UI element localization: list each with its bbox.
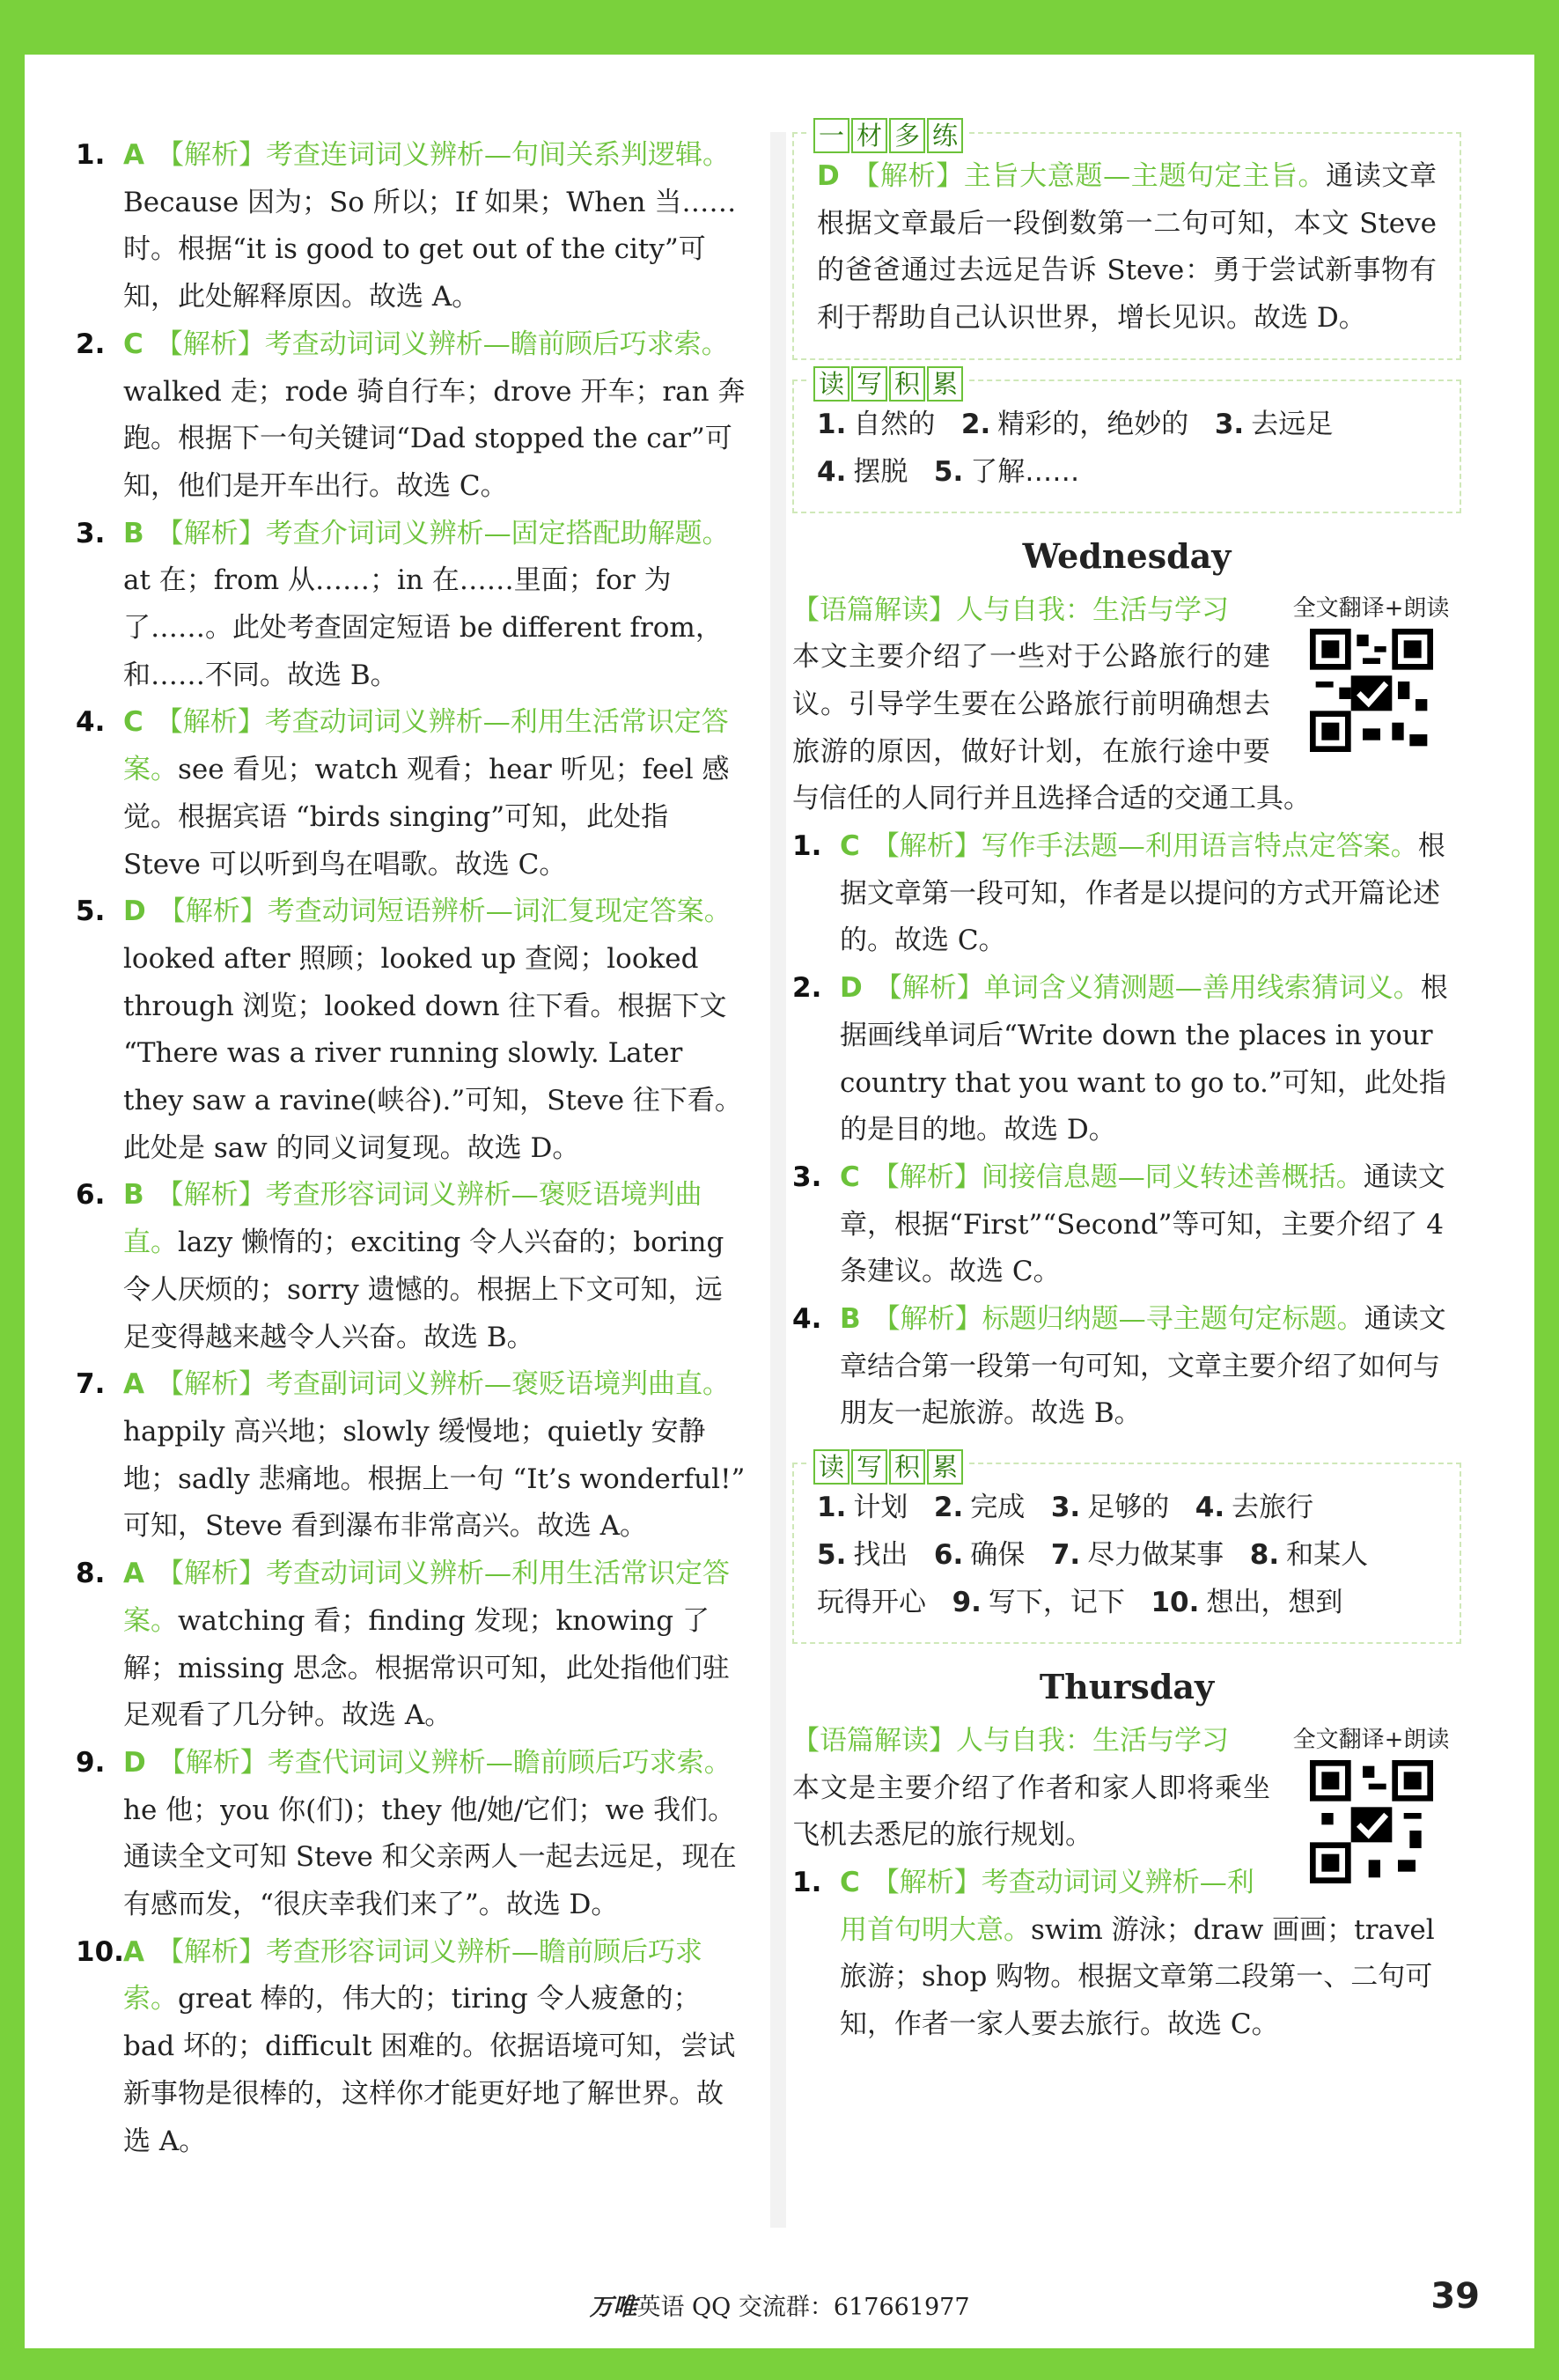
analysis-body: 根据画线单词后“Write down the places in your country that you want to go to.”可知，此处指的是目的地。故选 D。 bbox=[840, 972, 1448, 1146]
bottom-frame-bar bbox=[0, 2348, 1559, 2380]
answer-letter: A bbox=[123, 1935, 144, 1968]
analysis-title: 主旨大意题—主题句定主旨。 bbox=[963, 160, 1327, 192]
passage-intro-text: 本文主要介绍了一些对于公路旅行的建议。引导学生要在公路旅行前明确想去旅游的原因，做好计划，在旅行途中要与信任的人同行并且选择合适的交通工具。 bbox=[792, 641, 1311, 815]
analysis-tag: 【解析】 bbox=[156, 517, 266, 549]
vocab-box-label bbox=[810, 360, 968, 408]
item-number: 5. bbox=[76, 895, 106, 928]
analysis-tag: 【解析】 bbox=[155, 706, 265, 739]
label-char: 读 bbox=[813, 1449, 849, 1485]
answer-letter: A bbox=[123, 1558, 144, 1590]
answer-item bbox=[76, 511, 749, 700]
answer-item bbox=[792, 1860, 1461, 2049]
vocab-line bbox=[817, 1531, 1437, 1579]
passage-intro bbox=[792, 1718, 1461, 1860]
analysis-tag: 【解析】 bbox=[156, 1179, 266, 1212]
left-column bbox=[76, 132, 749, 2165]
analysis-tag: 【解析】 bbox=[158, 895, 268, 928]
vocab-line bbox=[817, 448, 1437, 496]
vocab-number: 4. bbox=[1195, 1492, 1225, 1524]
answer-letter: C bbox=[123, 328, 143, 360]
page-footer bbox=[0, 2288, 1559, 2322]
analysis-title: 单词含义猜测题—善用线索猜词义。 bbox=[983, 972, 1421, 1005]
answer-item bbox=[76, 699, 749, 888]
answer-item bbox=[76, 1361, 749, 1551]
vocab-meaning: 尽力做某事 bbox=[1087, 1539, 1224, 1572]
analysis-body: lazy 懒惰的；exciting 令人兴奋的；boring 令人厌烦的；sorry 遗憾的。根据上下文可知，远足变得越来越令人兴奋。故选 B。 bbox=[123, 1227, 724, 1353]
vocab-line bbox=[817, 1579, 1437, 1626]
vocab-number: 7. bbox=[1050, 1539, 1081, 1572]
analysis-body: Because 因为；So 所以；If 如果；When 当……时。根据“it is good to get out of the city”可知，此处解释原因。故选 A。 bbox=[123, 186, 737, 313]
analysis-title: 写作手法题—利用语言特点定答案。 bbox=[981, 830, 1418, 863]
right-column bbox=[792, 121, 1461, 2049]
passage-intro-heading: 【语篇解读】人与自我：生活与学习 bbox=[792, 1724, 1229, 1757]
analysis-title: 考查连词词义辨析—句间关系判逻辑。 bbox=[266, 139, 730, 171]
answer-letter: D bbox=[817, 160, 840, 192]
vocab-number: 2. bbox=[960, 408, 991, 440]
vocab-number: 1. bbox=[817, 1492, 847, 1524]
answer-item bbox=[792, 1154, 1461, 1296]
vocab-number: 10. bbox=[1151, 1587, 1200, 1619]
vocab-line bbox=[817, 1484, 1437, 1531]
vocab-meaning: 精彩的，绝妙的 bbox=[997, 408, 1189, 440]
analysis-body: at 在；from 从……；in 在……里面；for 为了……。此处考查固定短语 be different from，和……不同。故选 B。 bbox=[123, 564, 723, 691]
analysis-body: 通读文章，根据“First”“Second”等可知，主要介绍了 4 条建议。故选 C。 bbox=[840, 1161, 1445, 1288]
passage-intro bbox=[792, 587, 1461, 824]
answer-letter: D bbox=[840, 972, 863, 1005]
answer-letter: D bbox=[123, 1746, 146, 1779]
answer-item bbox=[792, 1296, 1461, 1438]
item-number: 2. bbox=[792, 972, 822, 1005]
analysis-tag: 【解析】 bbox=[874, 972, 984, 1005]
practice-box bbox=[792, 121, 1461, 360]
item-number: 4. bbox=[792, 1303, 822, 1336]
analysis-body: see 看见；watch 观看；hear 听见；feel 感觉。根据宾语 “birds singing”可知，此处指 Steve 可以听到鸟在唱歌。故选 C。 bbox=[123, 754, 730, 881]
qr-label: 全文翻译+朗读 bbox=[1292, 1726, 1450, 1753]
vocab-number: 1. bbox=[817, 408, 847, 440]
analysis-tag: 【解析】 bbox=[157, 139, 266, 171]
brand-logo: 万唯 bbox=[589, 2294, 637, 2321]
answer-item bbox=[76, 321, 749, 511]
answer-item bbox=[76, 1172, 749, 1361]
vocab-meaning: 足够的 bbox=[1087, 1492, 1170, 1524]
vocab-number: 6. bbox=[933, 1539, 964, 1572]
item-number: 7. bbox=[76, 1368, 106, 1401]
analysis-body: happily 高兴地；slowly 缓慢地；quietly 安静地；sadly 悲痛地。根据上一句 “It’s wonderful!” 可知，Steve 看到瀑布非常高兴。故选 A。 bbox=[123, 1415, 746, 1543]
column-divider bbox=[770, 132, 786, 2228]
answer-letter: C bbox=[840, 830, 860, 863]
qr-label: 全文翻译+朗读 bbox=[1292, 595, 1450, 623]
analysis-tag: 【解析】 bbox=[155, 328, 265, 360]
label-char: 写 bbox=[851, 1449, 887, 1485]
qr-code-icon[interactable] bbox=[1310, 629, 1433, 752]
answer-item bbox=[792, 823, 1461, 965]
analysis-body: swim 游泳；draw 画画；travel 旅游；shop 购物。根据文章第二段第一、二句可知，作者一家人要去旅行。故选 C。 bbox=[840, 1913, 1435, 2041]
answer-letter: B bbox=[840, 1303, 861, 1336]
practice-box-label bbox=[810, 113, 968, 160]
item-number: 4. bbox=[76, 706, 106, 739]
item-number: 8. bbox=[76, 1558, 106, 1590]
answer-letter: C bbox=[840, 1866, 860, 1898]
vocab-number: 8. bbox=[1249, 1539, 1280, 1572]
analysis-title: 考查形容词词义辨析—瞻前顾后巧求索。 bbox=[123, 1935, 702, 2015]
answer-item bbox=[76, 1740, 749, 1929]
label-char: 一 bbox=[813, 118, 849, 153]
analysis-tag: 【解析】 bbox=[871, 1866, 982, 1898]
analysis-title: 考查动词词义辨析—瞻前顾后巧求索。 bbox=[264, 328, 729, 360]
analysis-title: 考查动词词义辨析—利用生活常识定答案。 bbox=[123, 1558, 730, 1637]
analysis-body: 根据文章第一段可知，作者是以提问的方式开篇论述的。故选 C。 bbox=[840, 830, 1445, 957]
analysis-body: watching 看；finding 发现；knowing 了解；missing 思念。根据常识可知，此处指他们驻足观看了几分钟。故选 A。 bbox=[123, 1604, 730, 1732]
left-frame-bar bbox=[0, 0, 25, 2380]
answer-letter: A bbox=[123, 139, 144, 171]
analysis-tag: 【解析】 bbox=[871, 830, 982, 863]
vocab-meaning: 写下，记下 bbox=[988, 1587, 1125, 1619]
item-number: 10. bbox=[76, 1935, 124, 1968]
answer-letter: C bbox=[840, 1161, 860, 1193]
vocab-meaning: 摆脱 bbox=[853, 455, 908, 488]
right-frame-bar bbox=[1534, 0, 1559, 2380]
item-number: 2. bbox=[76, 328, 106, 360]
vocab-meaning: 了解…… bbox=[970, 455, 1080, 488]
label-char: 多 bbox=[889, 118, 925, 153]
label-char: 写 bbox=[851, 366, 887, 402]
vocab-number: 3. bbox=[1050, 1492, 1081, 1524]
section-heading-thursday: Thursday bbox=[1039, 1667, 1215, 1707]
label-char: 累 bbox=[927, 366, 963, 402]
item-number: 3. bbox=[792, 1161, 822, 1193]
analysis-body: 通读文章结合第一段第一句可知，文章主要介绍了如何与朋友一起旅游。故选 B。 bbox=[840, 1303, 1446, 1430]
item-number: 1. bbox=[76, 139, 106, 171]
label-char: 积 bbox=[889, 366, 925, 402]
label-char: 累 bbox=[927, 1449, 963, 1485]
vocab-meaning: 去旅行 bbox=[1232, 1492, 1314, 1524]
answer-letter: A bbox=[123, 1368, 144, 1401]
vocab-meaning: 玩得开心 bbox=[817, 1587, 926, 1619]
analysis-tag: 【解析】 bbox=[157, 1935, 266, 1968]
analysis-tag: 【解析】 bbox=[871, 1161, 982, 1193]
answer-item bbox=[792, 965, 1461, 1154]
answer-letter: D bbox=[123, 895, 146, 928]
analysis-title: 标题归纳题—寻主题句定标题。 bbox=[982, 1303, 1364, 1336]
analysis-title: 间接信息题—同义转述善概括。 bbox=[981, 1161, 1364, 1193]
footer-text: 英语 QQ 交流群：617661977 bbox=[636, 2294, 970, 2321]
analysis-body: 通读文章根据文章最后一段倒数第一二句可知，本文 Steve 的爸爸通过去远足告诉 Steve：勇于尝试新事物有利于帮助自己认识世界，增长见识。故选 D。 bbox=[817, 160, 1438, 335]
analysis-title: 考查代词词义辨析—瞻前顾后巧求索。 bbox=[267, 1746, 732, 1779]
item-number: 1. bbox=[792, 1866, 822, 1898]
analysis-title: 考查形容词词义辨析—褒贬语境判曲直。 bbox=[123, 1179, 702, 1259]
answer-letter: B bbox=[123, 1179, 144, 1212]
item-number: 6. bbox=[76, 1179, 106, 1212]
vocab-meaning: 找出 bbox=[853, 1539, 908, 1572]
vocab-meaning: 完成 bbox=[970, 1492, 1026, 1524]
vocab-meaning: 自然的 bbox=[853, 408, 936, 440]
vocab-number: 9. bbox=[952, 1587, 982, 1619]
vocab-meaning: 和某人 bbox=[1286, 1539, 1369, 1572]
analysis-body: great 棒的，伟大的；tiring 令人疲惫的；bad 坏的；difficult 困难的。依据语境可知，尝试新事物是很棒的，这样你才能更好地了解世界。故选 A。 bbox=[123, 1983, 736, 2157]
vocab-box bbox=[792, 1452, 1461, 1644]
practice-box-content bbox=[817, 153, 1437, 343]
passage-intro-text: 本文是主要介绍了作者和家人即将乘坐飞机去悉尼的旅行规划。 bbox=[792, 1772, 1270, 1852]
answer-letter: B bbox=[123, 517, 144, 549]
analysis-body: looked after 照顾；looked up 查阅；looked through 浏览；looked down 往下看。根据下文 “There was a river running slowly. Later they saw a ravine(峡谷).”可知，Steve 往下看。此处是 saw 的同义词复现。故选 D。 bbox=[123, 942, 742, 1164]
analysis-title: 考查动词短语辨析—词汇复现定答案。 bbox=[267, 895, 732, 928]
vocab-meaning: 去远足 bbox=[1251, 408, 1334, 440]
analysis-title: 考查副词词义辨析—褒贬语境判曲直。 bbox=[266, 1368, 730, 1401]
analysis-title: 考查介词词义辨析—固定搭配助解题。 bbox=[265, 517, 730, 549]
item-number: 3. bbox=[76, 517, 106, 549]
label-char: 积 bbox=[889, 1449, 925, 1485]
passage-intro-heading: 【语篇解读】人与自我：生活与学习 bbox=[792, 593, 1229, 626]
answer-item bbox=[76, 1929, 749, 2166]
analysis-title: 考查动词词义辨析—利用首句明大意。 bbox=[840, 1866, 1254, 1946]
analysis-tag: 【解析】 bbox=[851, 160, 964, 192]
vocab-number: 3. bbox=[1214, 408, 1245, 440]
answer-letter: C bbox=[123, 706, 143, 739]
label-char: 材 bbox=[851, 118, 887, 153]
answer-item bbox=[76, 1551, 749, 1740]
analysis-body: walked 走；rode 骑自行车；drove 开车；ran 奔跑。根据下一句关键词“Dad stopped the car”可知，他们是开车出行。故选 C。 bbox=[123, 375, 746, 502]
label-char: 读 bbox=[813, 366, 849, 402]
vocab-number: 5. bbox=[933, 455, 964, 488]
analysis-tag: 【解析】 bbox=[158, 1746, 268, 1779]
vocab-box bbox=[792, 368, 1461, 513]
vocab-number: 5. bbox=[817, 1539, 847, 1572]
vocab-number: 4. bbox=[817, 455, 847, 488]
top-frame-bar bbox=[0, 0, 1559, 55]
analysis-title: 考查动词词义辨析—利用生活常识定答案。 bbox=[123, 706, 729, 786]
answer-item bbox=[76, 888, 749, 1172]
page-number: 39 bbox=[1430, 2276, 1480, 2317]
answer-item bbox=[76, 132, 749, 321]
vocab-meaning: 确保 bbox=[970, 1539, 1026, 1572]
item-number: 1. bbox=[792, 830, 822, 863]
analysis-tag: 【解析】 bbox=[157, 1558, 266, 1590]
vocab-meaning: 想出，想到 bbox=[1206, 1587, 1343, 1619]
vocab-meaning: 计划 bbox=[853, 1492, 908, 1524]
section-heading-wednesday: Wednesday bbox=[1022, 535, 1232, 576]
vocab-line bbox=[817, 401, 1437, 448]
analysis-tag: 【解析】 bbox=[157, 1368, 266, 1401]
label-char: 练 bbox=[927, 118, 963, 153]
item-number: 9. bbox=[76, 1746, 106, 1779]
analysis-body: he 他；you 你(们)；they 他/她/它们；we 我们。通读全文可知 Steve 和父亲两人一起去远足，现在有感而发，“很庆幸我们来了”。故选 D。 bbox=[123, 1794, 737, 1921]
vocab-box-label bbox=[810, 1443, 968, 1491]
vocab-number: 2. bbox=[933, 1492, 964, 1524]
qr-block bbox=[1281, 593, 1461, 760]
analysis-tag: 【解析】 bbox=[872, 1303, 982, 1336]
